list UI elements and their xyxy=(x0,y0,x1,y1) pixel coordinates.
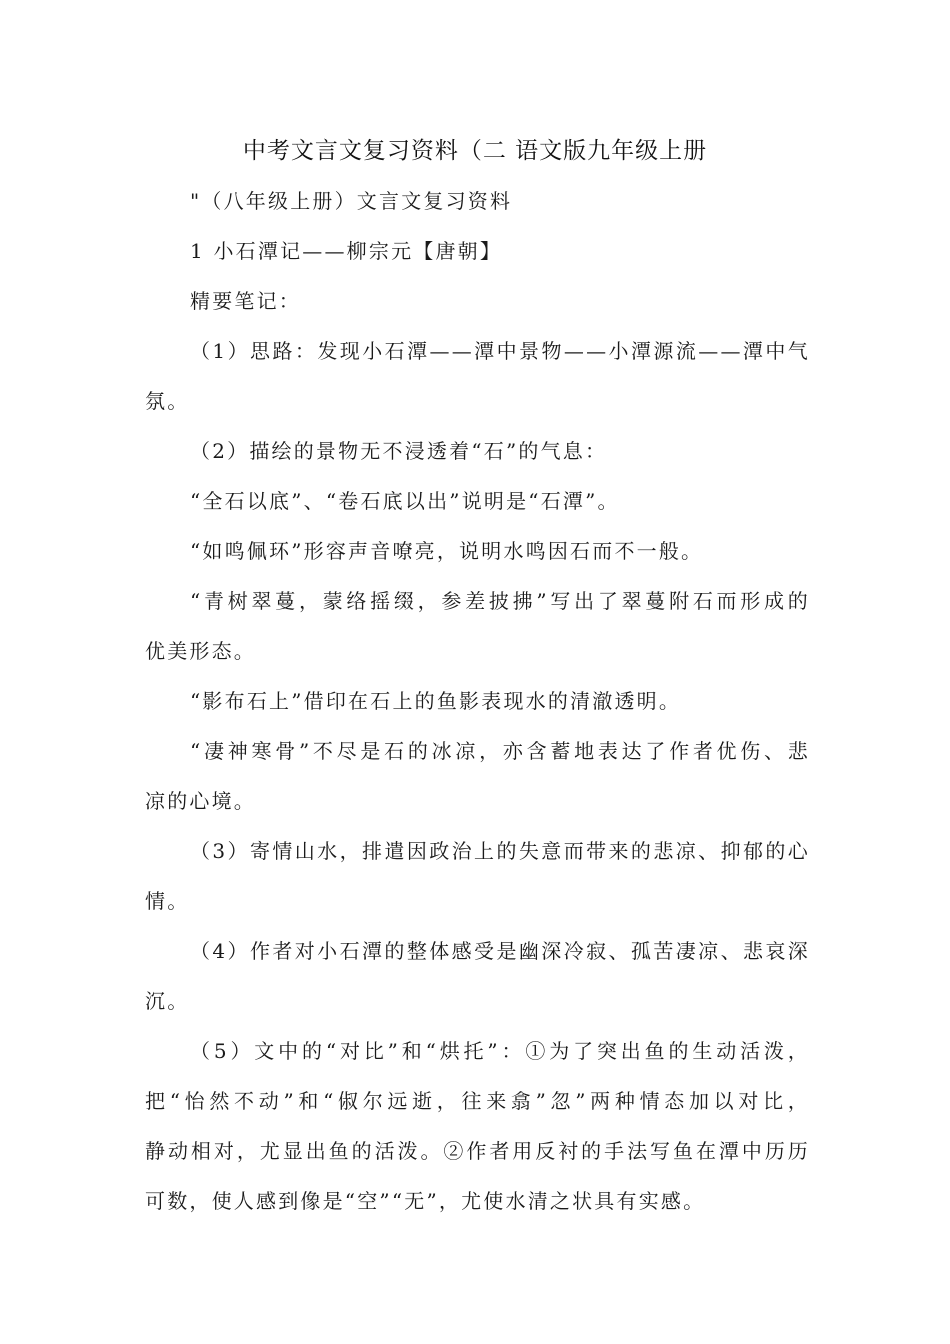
paragraph-line: 优美形态。 xyxy=(145,639,256,663)
paragraph-line: “青树翠蔓，蒙络摇缀，参差披拂”写出了翠蔓附石而形成的 xyxy=(190,589,810,613)
paragraph-line: 氛。 xyxy=(145,389,190,413)
paragraph-line: （2）描绘的景物无不浸透着“石”的气息： xyxy=(190,439,608,463)
paragraph-line: “全石以底”、“卷石底以出”说明是“石潭”。 xyxy=(190,489,620,513)
paragraph-line: （5）文中的“对比”和“烘托”：①为了突出鱼的生动活泼， xyxy=(190,1039,810,1063)
paragraph-line: 把“怡然不动”和“俶尔远逝，往来翕”忽”两种情态加以对比， xyxy=(145,1089,810,1113)
notes-heading: 精要笔记： xyxy=(190,289,301,313)
section-heading: "（八年级上册）文言文复习资料 xyxy=(190,189,513,213)
paragraph-line: 静动相对，尤显出鱼的活泼。②作者用反衬的手法写鱼在潭中历历 xyxy=(145,1139,810,1163)
paragraph-line: 可数，使人感到像是“空”“无”，尤使水清之状具有实感。 xyxy=(145,1189,706,1213)
document-title: 中考文言文复习资料（二 语文版九年级上册 xyxy=(242,138,708,164)
paragraph-line: 情。 xyxy=(145,889,190,913)
lesson-heading: 1 小石潭记——柳宗元【唐朝】 xyxy=(190,239,503,263)
paragraph-line: （1）思路：发现小石潭——潭中景物——小潭源流——潭中气 xyxy=(190,339,810,363)
paragraph-line: （4）作者对小石潭的整体感受是幽深冷寂、孤苦凄凉、悲哀深 xyxy=(190,939,810,963)
paragraph-line: “凄神寒骨”不尽是石的冰凉，亦含蓄地表达了作者优伤、悲 xyxy=(190,739,810,763)
paragraph-line: 沉。 xyxy=(145,989,190,1013)
paragraph-line: “影布石上”借印在石上的鱼影表现水的清澈透明。 xyxy=(190,689,682,713)
paragraph-line: 凉的心境。 xyxy=(145,789,256,813)
paragraph-line: （3）寄情山水，排遣因政治上的失意而带来的悲凉、抑郁的心 xyxy=(190,839,810,863)
paragraph-line: “如鸣佩环”形容声音嘹亮，说明水鸣因石而不一般。 xyxy=(190,539,704,563)
